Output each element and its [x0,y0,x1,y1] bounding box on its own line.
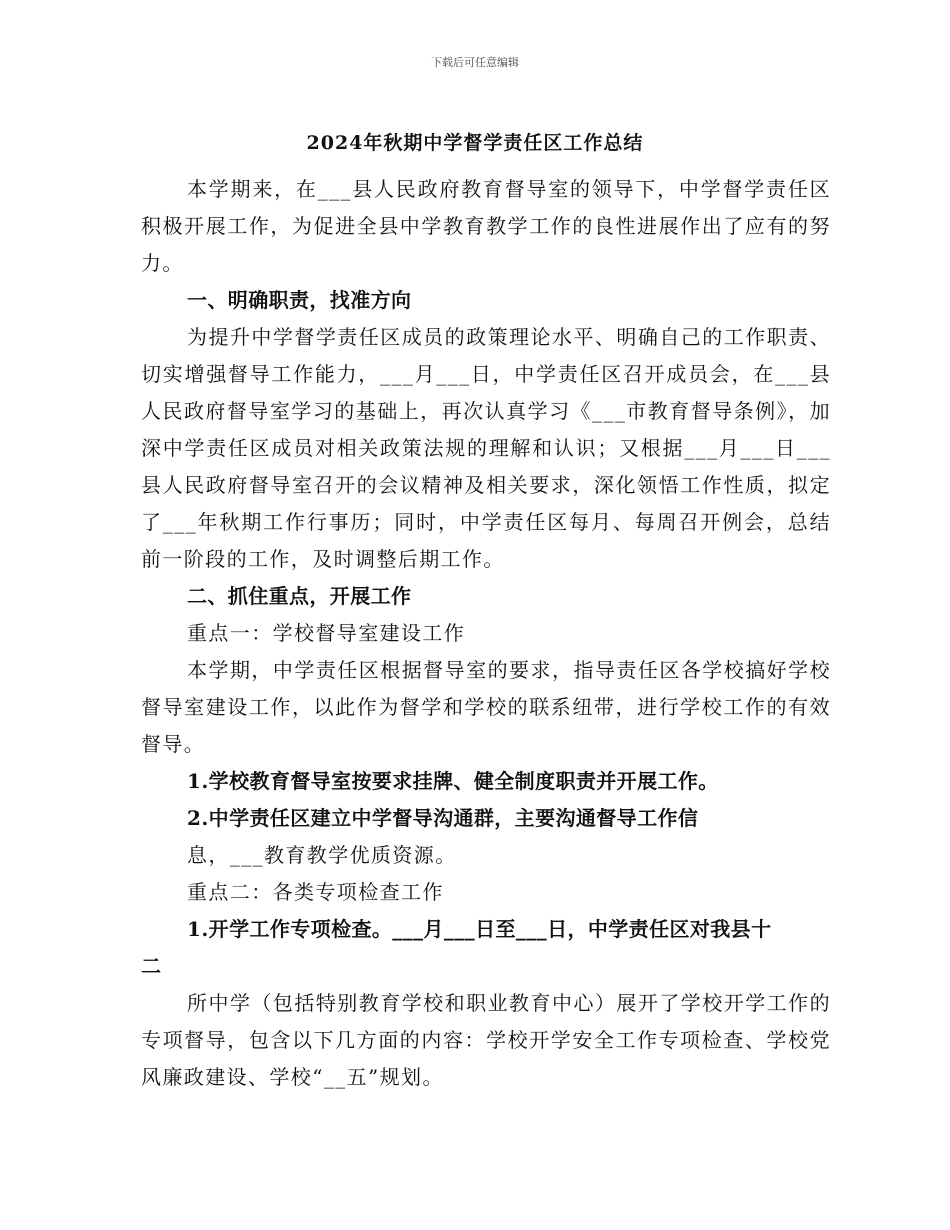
subheading-focus-2: 重点二：各类专项检查工作 [187,880,444,904]
list-item-2: 2.中学责任区建立中学督导沟通群，主要沟通督导工作信 [187,806,699,830]
list-item-2-continued: 息，___教育教学优质资源。 [187,843,457,867]
paragraph-section-1: 为提升中学督学责任区成员的政策理论水平、明确自己的工作职责、切实增强督导工作能力，___月___日，中学责任区召开成员会，在___县人民政府督导室学习的基础上，再次认真学习《___市教育督导条例》，加深中学责任区成员对相关政策法规的理解和认识；又根据___月___日___县人民政府督导室召开的会议精神及相关要求，深化领悟工作性质，拟定了___年秋期工作行事历；同时，中学责任区每月、每周召开例会，总结前一阶段的工作，及时调整后期工作。 [141,325,831,571]
list-item-1: 1.学校教育督导室按要求挂牌、健全制度职责并开展工作。 [187,769,719,793]
paragraph-intro: 本学期来，在___县人民政府教育督导室的领导下，中学督学责任区积极开展工作，为促进全县中学教育教学工作的良性进展作出了应有的努力。 [141,177,831,275]
paragraph-focus-1: 本学期，中学责任区根据督导室的要求，指导责任区各学校搞好学校督导室建设工作，以此作为督学和学校的联系纽带，进行学校工作的有效督导。 [141,658,831,756]
section-heading-1: 一、明确职责，找准方向 [187,288,412,312]
document-title: 2024年秋期中学督学责任区工作总结 [306,132,644,154]
paragraph-focus-2: 所中学（包括特别教育学校和职业教育中心）展开了学校开学工作的专项督导，包含以下几方面的内容：学校开学安全工作专项检查、学校党风廉政建设、学校“__五”规划。 [141,991,831,1089]
subheading-focus-1: 重点一：学校督导室建设工作 [187,621,466,645]
document-body [141,171,831,1096]
list-item-3-continued: 二 [141,954,162,978]
list-item-3: 1.开学工作专项检查。___月___日至___日，中学责任区对我县十 [187,917,772,941]
header-note: 下载后可任意编辑 [431,56,519,69]
section-heading-2: 二、抓住重点，开展工作 [187,584,412,608]
